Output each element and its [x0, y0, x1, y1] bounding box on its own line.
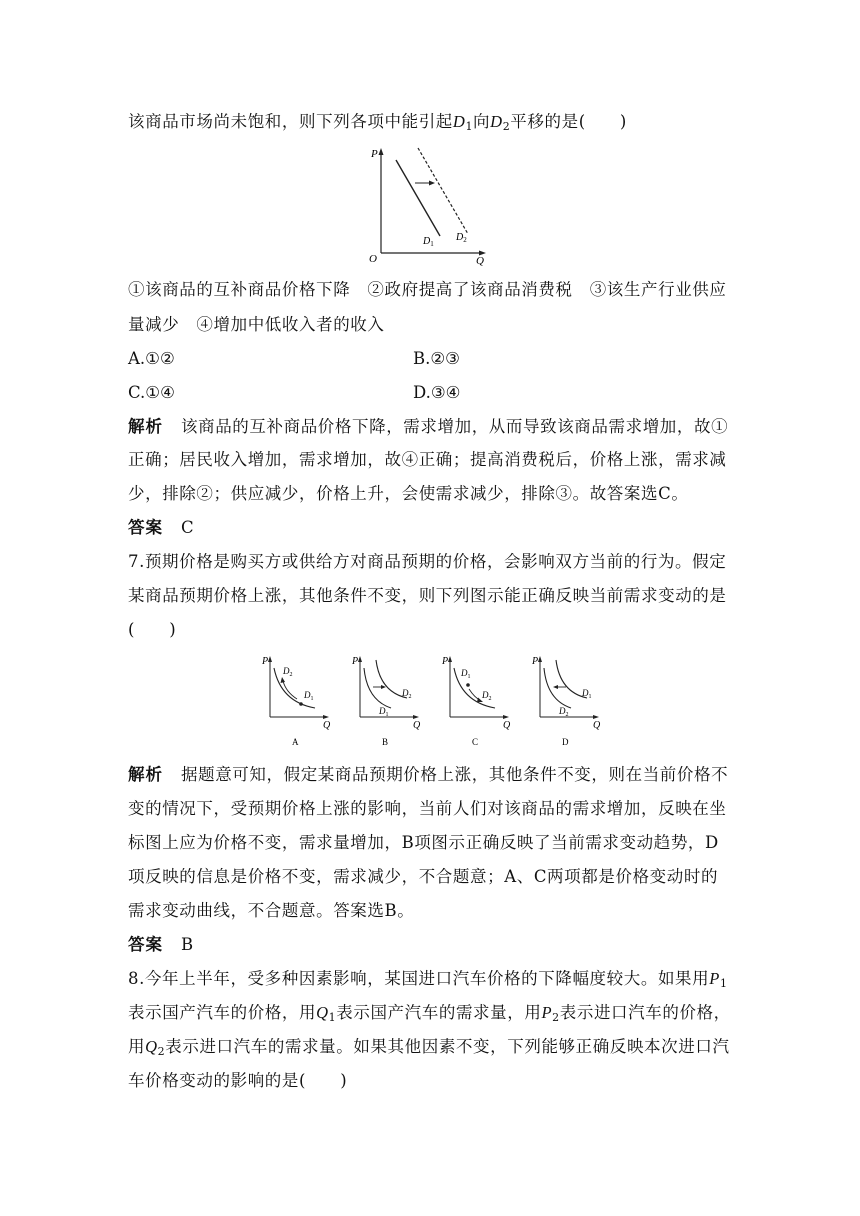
panel-a [261, 656, 331, 747]
option-c: C.①④ [128, 383, 175, 402]
curve-d2 [418, 148, 468, 234]
q8-stem-line4: 车价格变动的影响的是( ) [128, 1071, 348, 1090]
panel-d [531, 656, 601, 747]
q7-analysis-line1: 解析 据题意可知，假定某商品预期价格上涨，其他条件不变，则在当前价格不 [128, 765, 729, 784]
svg-text:Q: Q [593, 720, 601, 731]
q7-stem-line1: 7.预期价格是购买方或供给方对商品预期的价格，会影响双方当前的行为。假定 [128, 552, 727, 571]
d2-label: $D_2$ [456, 232, 467, 244]
q8-stem-line3: 用$Q_2$表示进口汽车的需求量。如果其他因素不变，下列能够正确反映本次进口汽 [128, 1037, 730, 1058]
curve-d1 [396, 160, 440, 236]
axis-q-label: Q [476, 255, 484, 267]
q7-analysis-line5: 需求变动曲线，不合题意。答案选B。 [128, 901, 415, 920]
q6-items-line2: 量减少 ④增加中低收入者的收入 [128, 315, 385, 334]
q6-analysis-line2: 正确；居民收入增加，需求增加，故④正确；提高消费税后，价格上涨，需求减 [128, 450, 727, 469]
option-a: A.①② [128, 349, 175, 368]
panel-d-label: D [562, 737, 569, 747]
q7-stem-line2: 某商品预期价格上涨，其他条件不变，则下列图示能正确反映当前需求变动的是 [128, 586, 727, 605]
panel-b [351, 656, 421, 747]
svg-text:Q: Q [323, 720, 331, 731]
origin-label: O [369, 253, 377, 265]
q6-analysis-line1: 解析 该商品的互补商品价格下降，需求增加，从而导致该商品需求增加，故① [128, 417, 729, 436]
q8-stem-line1: 8.今年上半年，受多种因素影响，某国进口汽车价格的下降幅度较大。如果用$P_1$ [128, 969, 728, 990]
panel-b-label: B [382, 737, 389, 747]
svg-text:D1: $D_1$ [461, 668, 471, 680]
answer-label: 答案 [128, 935, 163, 954]
svg-text:D2: $D_2$ [402, 688, 412, 700]
panel-a-label: A [292, 737, 299, 747]
analysis-label: 解析 [128, 417, 163, 436]
q6-analysis-line3: 少，排除②；供应减少，价格上升，会使需求减少，排除③。故答案选C。 [128, 484, 689, 503]
svg-text:D2: $D_2$ [559, 706, 569, 718]
svg-text:Q: Q [503, 720, 511, 731]
panel-c-label: C [472, 737, 479, 747]
svg-text:P: P [442, 656, 449, 667]
q7-answer: 答案 B [128, 935, 194, 954]
svg-text:P: P [262, 656, 269, 667]
svg-text:Q: Q [413, 720, 421, 731]
q7-stem-line3: ( ) [128, 620, 177, 639]
q6-answer: 答案 C [128, 518, 195, 537]
q7-analysis-line3: 标图上应为价格不变，需求量增加，B项图示正确反映了当前需求变动趋势，D [128, 833, 719, 852]
d1-label: $D_1$ [423, 236, 434, 248]
demand-shift-figure [360, 140, 500, 268]
shift-arrow-icon [429, 181, 435, 186]
svg-text:D1: $D_1$ [379, 706, 389, 718]
svg-text:D1: $D_1$ [304, 690, 314, 702]
svg-text:D2: $D_2$ [283, 666, 293, 678]
q7-analysis-line2: 变的情况下，受预期价格上涨的影响，当前人们对该商品的需求增加，反映在坐 [128, 799, 727, 818]
q6-stem: 该商品市场尚未饱和，则下列各项中能引起$D_1$向$D_2$平移的是( ) [128, 112, 627, 133]
svg-text:D2: $D_2$ [482, 690, 492, 702]
q8-stem-line2: 表示国产汽车的价格，用$Q_1$表示国产汽车的需求量，用$P_2$表示进口汽车的价格， [128, 1003, 731, 1024]
q6-items-line1: ①该商品的互补商品价格下降 ②政府提高了该商品消费税 ③该生产行业供应 [128, 280, 727, 299]
four-panel-figure [255, 652, 605, 752]
q7-analysis-line4: 项反映的信息是价格不变，需求减少，不合题意；A、C两项都是价格变动时的 [128, 867, 719, 886]
option-b: B.②③ [413, 349, 460, 368]
svg-text:P: P [352, 656, 359, 667]
answer-label: 答案 [128, 518, 163, 537]
option-d: D.③④ [413, 383, 461, 402]
svg-text:D1: $D_1$ [582, 688, 592, 700]
panel-c [441, 656, 511, 747]
svg-text:P: P [532, 656, 539, 667]
axis-p-label: P [371, 148, 378, 160]
analysis-label: 解析 [128, 765, 163, 784]
